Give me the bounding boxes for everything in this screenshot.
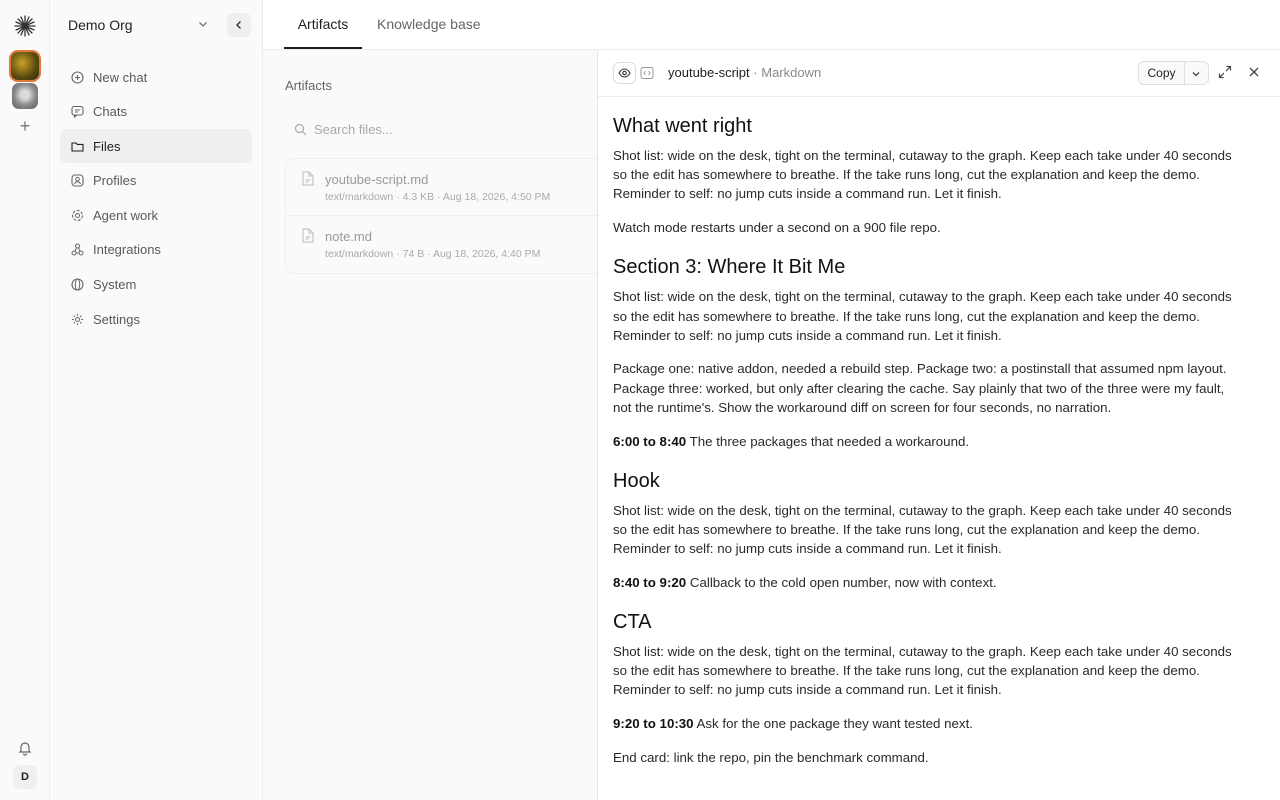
timestamp-text: Ask for the one package they want tested next. bbox=[693, 716, 973, 732]
paragraph: Package one: native addon, needed a rebuild step. Package two: a postinstall that assumed npm layout. Package three: worked, but only after clearing the cache. Say plainly that two of the three were my fault, not the runtime's. Show the workaround diff on screen for four seconds, no narration. bbox=[613, 361, 1227, 415]
file-meta: text/markdown · 74 B · Aug 18, 2026, 4:40 PM bbox=[325, 248, 541, 260]
org-name[interactable]: Demo Org bbox=[68, 17, 133, 33]
bell-icon[interactable] bbox=[17, 740, 33, 756]
tab-bar bbox=[263, 0, 1280, 50]
close-icon[interactable] bbox=[1247, 65, 1261, 79]
folder-icon bbox=[71, 140, 84, 153]
timestamp: 6:00 to 8:40 bbox=[613, 433, 687, 449]
sidebar-item-files[interactable] bbox=[60, 129, 252, 163]
markdown-content bbox=[613, 112, 1238, 782]
preview-mode-button[interactable] bbox=[613, 62, 636, 84]
collapse-sidebar-button[interactable] bbox=[227, 13, 251, 37]
preview-title bbox=[668, 65, 821, 80]
sidebar-item-label: Chats bbox=[93, 104, 127, 120]
sidebar-item-label: Files bbox=[93, 138, 121, 154]
paragraph: Shot list: wide on the desk, tight on the terminal, cutaway to the graph. Keep each take under 40 seconds so the edit has somewhere to breathe. If the take runs long, cut the explanation and keep the demo. Reminder to self: no jump cuts inside a command run. Let it finish. bbox=[613, 289, 1232, 343]
sidebar-item-settings[interactable] bbox=[60, 302, 252, 336]
timestamp-text: Callback to the cold open number, now with context. bbox=[686, 574, 997, 590]
chevron-left-icon bbox=[233, 19, 245, 31]
sidebar-item-label: Profiles bbox=[93, 173, 137, 189]
section-heading: What went right bbox=[613, 115, 752, 137]
sidebar-item-label: Settings bbox=[93, 311, 140, 327]
sidebar-item-new-chat[interactable] bbox=[60, 60, 252, 94]
timestamp-paragraph bbox=[613, 714, 1238, 733]
paragraph: Shot list: wide on the desk, tight on the terminal, cutaway to the graph. Keep each take under 40 seconds so the edit has somewhere to breathe. If the take runs long, cut the explanation and keep the demo. Reminder to self: no jump cuts inside a command run. Let it finish. bbox=[613, 148, 1232, 202]
file-name: youtube-script.md bbox=[325, 172, 429, 187]
paragraph: End card: link the repo, pin the benchmark command. bbox=[613, 749, 929, 765]
profile-icon bbox=[71, 174, 84, 187]
code-icon[interactable] bbox=[639, 65, 655, 81]
chevron-down-icon[interactable] bbox=[1190, 68, 1202, 80]
tab-artifacts[interactable]: Artifacts bbox=[284, 0, 362, 49]
list-item[interactable] bbox=[286, 159, 605, 216]
preview-format: Markdown bbox=[761, 65, 822, 80]
sidebar-item-label: Agent work bbox=[93, 207, 159, 223]
sidebar-item-profiles[interactable] bbox=[60, 164, 252, 198]
timestamp-text: The three packages that needed a workaround. bbox=[686, 433, 970, 449]
list-item[interactable] bbox=[286, 216, 605, 273]
globe-icon bbox=[71, 278, 84, 291]
workspace-avatar[interactable] bbox=[12, 83, 38, 109]
sidebar bbox=[50, 0, 263, 800]
sidebar-item-system[interactable] bbox=[60, 268, 252, 302]
expand-icon[interactable] bbox=[1218, 65, 1232, 79]
search-placeholder: Search files... bbox=[314, 122, 393, 137]
integrations-icon bbox=[71, 243, 84, 256]
sidebar-nav bbox=[60, 60, 252, 337]
tab-knowledge-base[interactable]: Knowledge base bbox=[377, 16, 481, 32]
sidebar-item-chats[interactable] bbox=[60, 95, 252, 129]
sparkle-logo-icon[interactable] bbox=[13, 14, 37, 38]
sidebar-item-label: New chat bbox=[93, 69, 148, 85]
section-heading: Hook bbox=[613, 469, 660, 492]
timestamp-paragraph bbox=[613, 432, 1238, 451]
copy-button[interactable]: Copy bbox=[1139, 62, 1185, 84]
artifacts-panel bbox=[263, 0, 598, 800]
chevron-down-icon[interactable] bbox=[196, 17, 210, 31]
paragraph: Watch mode restarts under a second on a 900 file repo. bbox=[613, 220, 941, 236]
section-heading: Artifacts bbox=[285, 78, 332, 93]
preview-header bbox=[598, 50, 1280, 97]
preview-filename: youtube-script bbox=[668, 65, 750, 80]
section-heading: Section 3: Where It Bit Me bbox=[613, 256, 846, 279]
view-mode-toggle bbox=[613, 62, 660, 84]
preview-separator: · bbox=[753, 65, 758, 80]
timestamp: 8:40 to 9:20 bbox=[613, 574, 687, 590]
eye-icon bbox=[618, 68, 631, 78]
file-meta: text/markdown · 4.3 KB · Aug 18, 2026, 4:50 PM bbox=[325, 191, 551, 203]
timestamp: 9:20 to 10:30 bbox=[613, 716, 694, 732]
sidebar-item-label: System bbox=[93, 277, 137, 293]
paragraph: Shot list: wide on the desk, tight on the terminal, cutaway to the graph. Keep each take under 40 seconds so the edit has somewhere to breathe. If the take runs long, cut the explanation and keep the demo. Reminder to self: no jump cuts inside a command run. Let it finish. bbox=[613, 644, 1232, 698]
add-workspace-icon[interactable]: + bbox=[19, 116, 31, 136]
chat-bubble-icon bbox=[71, 105, 84, 118]
sidebar-item-integrations[interactable] bbox=[60, 233, 252, 267]
sidebar-item-agent-work[interactable] bbox=[60, 198, 252, 232]
sidebar-item-label: Integrations bbox=[93, 242, 161, 258]
plus-circle-icon bbox=[71, 71, 84, 84]
copy-button-group bbox=[1138, 61, 1209, 85]
gear-icon bbox=[71, 313, 84, 326]
paragraph: Shot list: wide on the desk, tight on the terminal, cutaway to the graph. Keep each take under 40 seconds so the edit has somewhere to breathe. If the take runs long, cut the explanation and keep the demo. Reminder to self: no jump cuts inside a command run. Let it finish. bbox=[613, 502, 1232, 557]
workspace-rail bbox=[0, 0, 50, 800]
file-icon bbox=[301, 228, 315, 243]
user-avatar[interactable]: D bbox=[13, 765, 37, 789]
workspace-avatar-active[interactable] bbox=[11, 52, 39, 80]
section-heading: CTA bbox=[613, 611, 652, 634]
search-input[interactable] bbox=[285, 114, 605, 146]
search-icon bbox=[294, 123, 307, 136]
file-preview-panel bbox=[597, 50, 1280, 800]
agent-icon bbox=[71, 209, 84, 222]
file-name: note.md bbox=[325, 229, 372, 244]
file-list bbox=[285, 158, 605, 274]
timestamp-paragraph bbox=[613, 573, 1238, 592]
file-icon bbox=[301, 171, 315, 186]
